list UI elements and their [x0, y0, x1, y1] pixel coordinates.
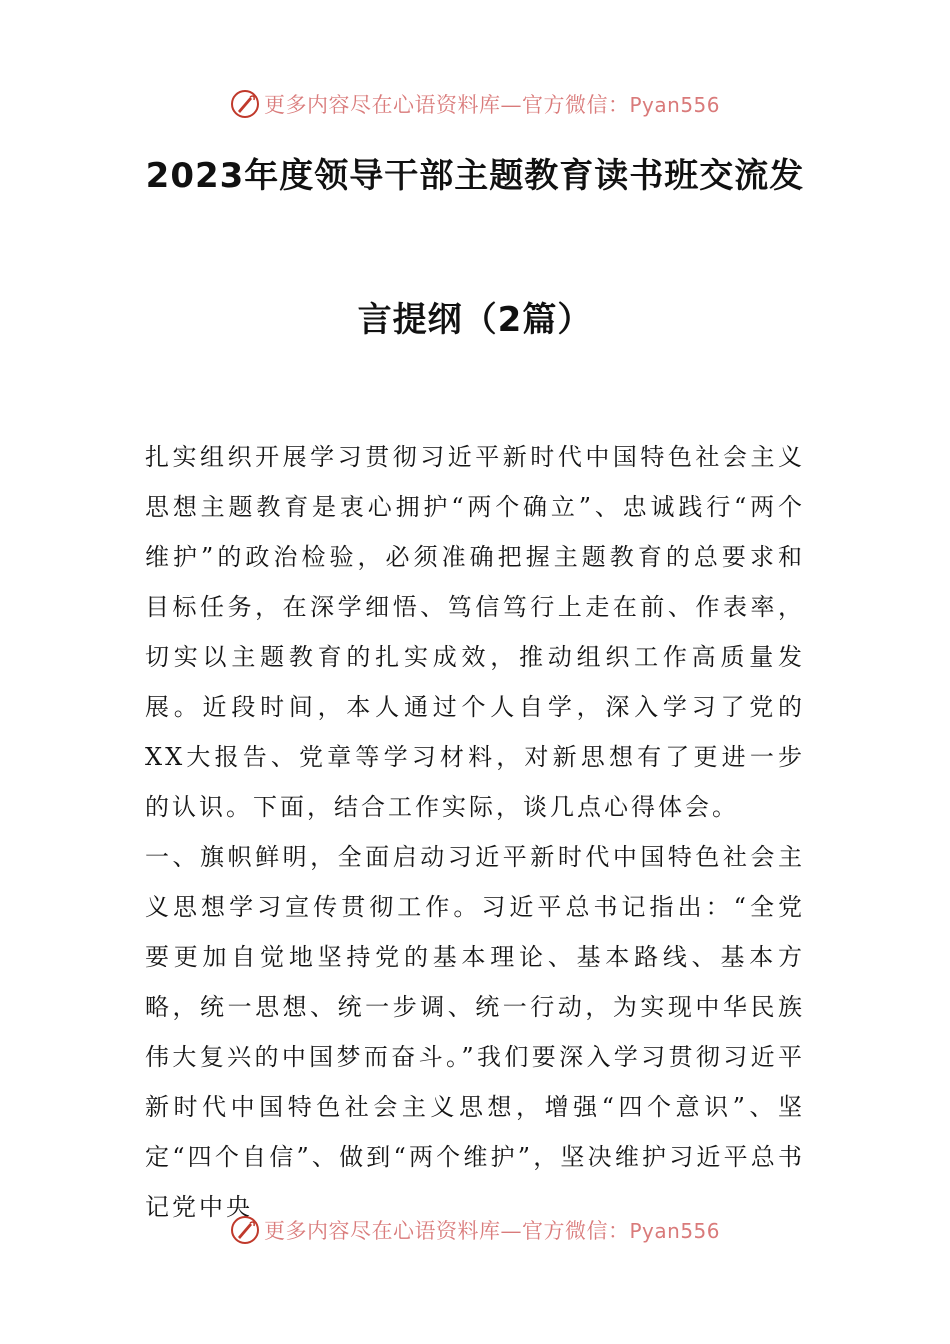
- footer-watermark-banner: [0, 1210, 950, 1250]
- document-body: [145, 432, 805, 1232]
- quill-logo-icon: [230, 89, 260, 119]
- body-paragraph-section-1: 一、旗帜鲜明，全面启动习近平新时代中国特色社会主义思想学习宣传贯彻工作。习近平总书记指出：“全党要更加自觉地坚持党的基本理论、基本路线、基本方略，统一思想、统一步调、统一行动，为实现中华民族伟大复兴的中国梦而奋斗。”我们要深入学习贯彻习近平新时代中国特色社会主义思想，增强“四个意识”、坚定“四个自信”、做到“两个维护”，坚决维护习近平总书记党中央: [145, 843, 805, 1221]
- document-title-line2: 言提纲（2篇）: [357, 300, 593, 340]
- document-title-line1: 2023年度领导干部主题教育读书班交流发: [145, 156, 805, 196]
- body-paragraph-intro: 扎实组织开展学习贯彻习近平新时代中国特色社会主义思想主题教育是衷心拥护“两个确立”、忠诚践行“两个维护”的政治检验，必须准确把握主题教育的总要求和目标任务，在深学细悟、笃信笃行上走在前、作表率，切实以主题教育的扎实成效，推动组织工作高质量发展。近段时间，本人通过个人自学，深入学习了党的XX大报告、党章等学习材料，对新思想有了更进一步的认识。下面，结合工作实际，谈几点心得体会。: [145, 443, 805, 821]
- header-watermark-text: 更多内容尽在心语资料库—官方微信：Pyan556: [263, 93, 720, 117]
- quill-logo-icon: [230, 1215, 260, 1245]
- footer-watermark-text: 更多内容尽在心语资料库—官方微信：Pyan556: [263, 1219, 720, 1243]
- header-watermark-banner: [0, 84, 950, 124]
